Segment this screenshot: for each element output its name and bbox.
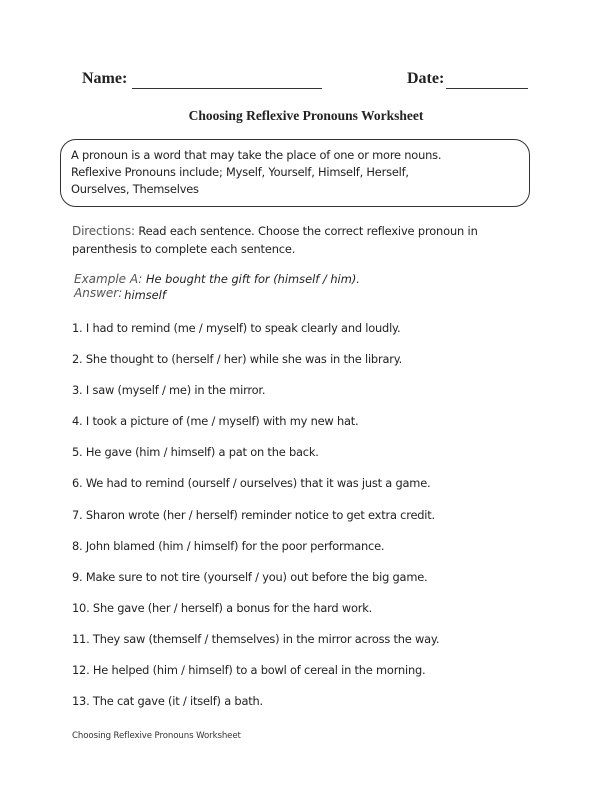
question-item: 2. She thought to (herself / her) while she was in the library. [72,352,403,367]
example-block [74,272,514,302]
definition-box [60,139,530,207]
date-label: Date: [407,70,445,87]
answer-label: Answer: [74,286,123,300]
question-item: 7. Sharon wrote (her / herself) reminder notice to get extra credit. [72,507,435,522]
answer-value: himself [124,288,166,302]
directions-label: Directions: [72,224,135,238]
question-item: 6. We had to remind (ourself / ourselves) that it was just a game. [72,476,431,491]
directions-text-2: parenthesis to complete each sentence. [72,242,296,256]
worksheet-title: Choosing Reflexive Pronouns Worksheet [188,108,424,123]
example-label: Example A: [74,272,143,286]
question-list [72,319,532,723]
name-blank-line [132,88,322,89]
question-item: 3. I saw (myself / me) in the mirror. [72,383,266,398]
question-item: 12. He helped (him / himself) to a bowl of cereal in the morning. [72,663,426,678]
example-sentence: He bought the gift for (himself / him). [142,272,360,286]
definition-line-3: Ourselves, Themselves [71,182,199,196]
question-item: 4. I took a picture of (me / myself) with my new hat. [72,414,359,429]
page-footer: Choosing Reflexive Pronouns Worksheet [72,731,241,741]
question-item: 10. She gave (her / herself) a bonus for the hard work. [72,600,373,615]
question-item: 8. John blamed (him / himself) for the poor performance. [72,538,385,553]
date-blank-line [446,88,528,89]
definition-line-1: A pronoun is a word that may take the place of one or more nouns. [71,148,442,162]
question-item: 9. Make sure to not tire (yourself / you) out before the big game. [72,569,428,584]
header-row [82,70,532,92]
question-item: 11. They saw (themself / themselves) in the mirror across the way. [72,631,440,646]
name-label: Name: [82,70,128,87]
directions [72,222,542,258]
definition-line-2: Reflexive Pronouns include; Myself, Yourself, Himself, Herself, [71,165,409,179]
question-item: 1. I had to remind (me / myself) to speak clearly and loudly. [72,321,401,335]
question-item: 13. The cat gave (it / itself) a bath. [72,694,263,709]
question-item: 5. He gave (him / himself) a pat on the back. [72,445,319,460]
directions-text-1: Read each sentence. Choose the correct reflexive pronoun in [134,224,478,238]
